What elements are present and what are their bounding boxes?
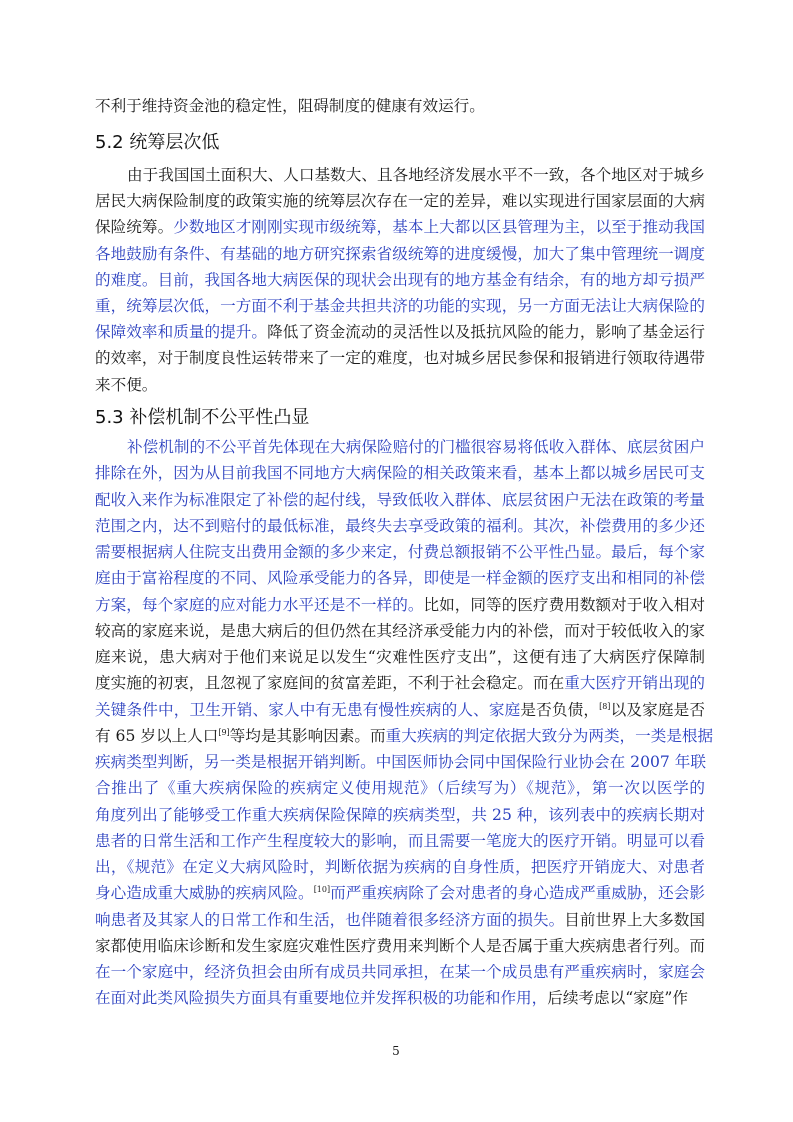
section-5-3-heading: 5.3 补偿机制不公平性凸显: [95, 407, 310, 428]
text-run: 的效率，对于制度良性运转带来了一定的难度，也对城乡居民参保和报销进行领取待遇带: [95, 349, 705, 368]
text-run: 重大疾病的判定依据大致分为两类，一类是根据: [385, 726, 714, 745]
text-run: 关键条件中，卫生开销、家人中有无患有慢性疾病的人、家庭: [95, 700, 521, 719]
paragraph-line: [95, 345, 705, 371]
text-run: 后续考虑以“家庭”作: [547, 989, 688, 1008]
text-run: 庭由于富裕程度的不同、风险承受能力的各异，即使是一样金额的医疗支出和相同的补偿: [95, 569, 705, 588]
text-run: 来不便。: [95, 375, 158, 394]
paragraph-line: [95, 372, 157, 398]
paragraph-line: [95, 985, 688, 1011]
citation-ref: [8]: [599, 701, 611, 711]
text-run: 保险统筹。: [95, 218, 174, 237]
paragraph-line: [95, 644, 705, 670]
text-run: 角度列出了能够受工作重大疾病保险保障的疾病类型，共 25 种，该列表中的疾病长期对: [95, 805, 705, 824]
text-run: 各地鼓励有条件、有基础的地方研究探索省级统筹的进度缓慢，加大了集中管理统一调度: [95, 244, 705, 263]
paragraph-line: [95, 241, 705, 267]
paragraph-line: [95, 539, 705, 565]
citation-ref: [9]: [218, 727, 230, 737]
text-run: 身心造成重大威胁的疾病风险。: [95, 884, 314, 903]
paragraph-line: [95, 959, 705, 985]
paragraph-line: [95, 854, 705, 880]
text-run: 以及家庭是否: [610, 700, 705, 719]
paragraph-line: [95, 618, 705, 644]
paragraph-line: [127, 434, 705, 460]
paragraph-line: [95, 565, 705, 591]
paragraph-line: [95, 723, 714, 749]
text-run: 方案，每个家庭的应对能力水平还是不一样的。: [95, 595, 424, 614]
text-run: 较高的家庭来说，是患大病后的但仍然在其经济承受能力内的补偿，而对于较低收入的家: [95, 621, 705, 640]
text-run: 范围之内，达不到赔付的最低标准，最终失去享受政策的福利。其次，补偿费用的多少还: [95, 516, 705, 535]
text-run: 保障效率和质量的提升。: [95, 323, 268, 342]
paragraph-line: [95, 749, 705, 775]
text-run: 在面对此类风险损失方面具有重要地位并发挥积极的功能和作用，: [95, 989, 548, 1008]
intro-line: 不利于维持资金池的稳定性，阻碍制度的健康有效运行。: [95, 97, 485, 115]
text-run: 需要根据病人住院支出费用金额的多少来定，付费总额报销不公平性凸显。最后，每个家: [95, 543, 705, 561]
text-run: 比如，同等的医疗费用数额对于收入相对: [423, 595, 705, 614]
text-run: 是否负债，: [520, 700, 600, 719]
text-run: 患者的日常生活和工作产生程度较大的影响，而且需要一笔庞大的医疗开销。明显可以看: [95, 831, 705, 850]
paragraph-line: [95, 267, 705, 293]
paragraph-line: [95, 513, 705, 539]
paragraph-line: [95, 460, 705, 486]
text-run: 目前世界上大多数国: [564, 910, 705, 929]
paragraph-line: [95, 697, 705, 723]
text-run: 庭来说，患大病对于他们来说足以发生“灾难性医疗支出”，这便有违了大病医疗保障制: [95, 648, 705, 666]
citation-ref: [10]: [313, 885, 331, 895]
paragraph-line: [95, 293, 705, 319]
text-run: 合推出了《重大疾病保险的疾病定义使用规范》（后续写为）《规范》，第一次以医学的: [95, 779, 705, 798]
text-run: 响患者及其家人的日常工作和生活，也伴随着很多经济方面的损失。: [95, 910, 565, 929]
text-run: 重大医疗开销出现的: [564, 674, 705, 693]
text-run: 而严重疾病除了会对患者的身心造成严重威胁，还会影: [330, 884, 705, 903]
text-run: 配收入来作为标准限定了补偿的起付线，导致低收入群体、底层贫困户无法在政策的考量: [95, 490, 705, 509]
text-run: 排除在外，因为从目前我国不同地方大病保险的相关政策来看，基本上都以城乡居民可支: [95, 464, 705, 483]
text-run: 家都使用临床诊断和发生家庭灾难性医疗费用来判断个人是否属于重大疾病患者行列。而: [95, 936, 705, 955]
text-run: 的难度。目前，我国各地大病医保的现状会出现有的地方基金有结余，有的地方却亏损严: [95, 270, 705, 289]
paragraph-line: [95, 670, 705, 696]
text-run: 少数地区才刚刚实现市级统筹，基本上大都以区县管理为主，以至于推动我国: [173, 218, 705, 237]
paragraph-line: [95, 802, 705, 828]
text-run: 中国医师协会同中国保险行业协会在 2007 年联: [375, 753, 706, 771]
paragraph-line: [127, 162, 705, 188]
paragraph-line: [95, 214, 705, 240]
paragraph-line: [95, 319, 705, 345]
text-run: 由于我国国土面积大、人口基数大、且各地经济发展水平不一致，各个地区对于城乡: [127, 166, 705, 184]
text-run: 疾病类型判断，另一类是根据开销判断。: [95, 753, 376, 771]
section-5-2-heading: 5.2 统筹层次低: [95, 132, 220, 153]
text-run: 出，《规范》在定义大病风险时，判断依据为疾病的自身性质，把医疗开销庞大、对患者: [95, 858, 705, 876]
text-run: 补偿机制的不公平首先体现在大病保险赔付的门槛很容易将低收入群体、底层贫困户: [127, 438, 705, 456]
text-run: 等均是其影响因素。而: [229, 726, 386, 745]
page-number: 5: [392, 1044, 400, 1058]
paragraph-line: [95, 933, 705, 959]
paragraph-line: [95, 880, 705, 906]
paragraph-line: [95, 775, 705, 801]
text-run: 在一个家庭中，经济负担会由所有成员共同承担，在某一个成员患有严重疾病时，家庭会: [95, 963, 705, 981]
text-run: 重，统筹层次低，一方面不利于基金共担共济的功能的实现，另一方面无法让大病保险的: [95, 297, 705, 315]
paragraph-line: [95, 592, 705, 618]
text-run: 度实施的初衷，且忽视了家庭间的贫富差距，不利于社会稳定。而在: [95, 674, 565, 693]
text-run: 居民大病保险制度的政策实施的统筹层次存在一定的差异，难以实现进行国家层面的大病: [95, 192, 705, 211]
paragraph-line: [95, 487, 705, 513]
text-run: 有 65 岁以上人口: [95, 726, 219, 745]
paragraph-line: [95, 188, 705, 214]
text-run: 降低了资金流动的灵活性以及抵抗风险的能力，影响了基金运行: [267, 323, 705, 342]
paragraph-line: [95, 828, 705, 854]
paragraph-line: [95, 907, 705, 933]
